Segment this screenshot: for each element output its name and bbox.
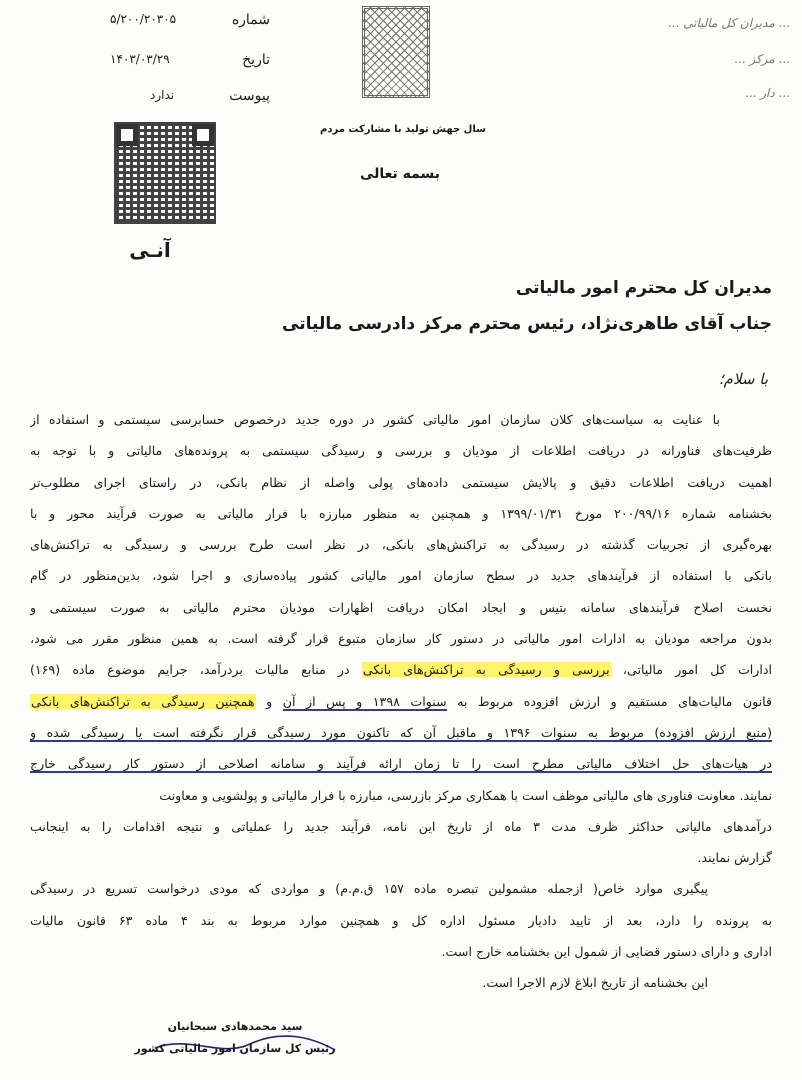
- highlighted-text: همچنین رسیدگی به تراکنش‌های بانکی: [31, 693, 255, 709]
- handwritten-note-1: ... مدیران کل مالیاتی ...: [667, 16, 790, 30]
- body-line: اداری و دارای دستور قضایی از شمول این بخشنامه خارج است.: [441, 944, 772, 960]
- handwritten-note-2: ... مرکز ...: [734, 52, 790, 66]
- body-line: بدون مراجعه مودیان به ادارات امور مالیاتی در دستور کار سازمان متبوع قرار گرفته است. به همین منظور مقرر می شود،: [30, 631, 772, 647]
- body-line: [30, 686, 772, 717]
- body-line: گزارش نمایند.: [697, 850, 772, 866]
- underlined-text: سنوات ۱۳۹۸ و پس از آن: [282, 693, 447, 709]
- body-line: بانکی با استفاده از فرآیندهای جدید در سطح سازمان امور مالیاتی کشور پیاده‌سازی و اجرا شود، بدین‌منظور در گام: [30, 568, 772, 584]
- basmala: بسمه تعالی: [359, 166, 441, 182]
- body-line: درآمدهای مالیاتی حداکثر ظرف مدت ۳ ماه از تاریخ این نامه، فرآیند جدید را عملیاتی و نتیجه اقدامات را به اینجانب: [30, 818, 772, 834]
- attachment-value: ندارد: [150, 88, 175, 102]
- recipient-line: جناب آقای طاهری‌نژاد، رئیس محترم مرکز دادرسی مالیاتی: [282, 314, 772, 334]
- signatory-title: رئیس کل سازمان امور مالیاتی کشور: [134, 1042, 336, 1055]
- organization-logo-icon: [362, 6, 430, 98]
- letter-body: [30, 404, 772, 999]
- body-text: و: [255, 693, 283, 709]
- underlined-text: در هیات‌های حل اختلاف مالیاتی مطرح است را تا زمان ارائه فرآیند و سامانه اصلاحی از دستور کار رسیدگی خارج: [30, 756, 772, 772]
- body-line: [30, 748, 772, 779]
- greeting: با سلام؛: [718, 370, 768, 388]
- body-line: [30, 717, 772, 748]
- recipient-line: مدیران کل محترم امور مالیاتی: [515, 278, 772, 298]
- number-label: شماره: [231, 12, 270, 28]
- body-line: با عنایت به سیاست‌های کلان سازمان امور مالیاتی کشور در دوره جدید درخصوص حسابرسی سیستمی و استفاده از: [30, 412, 720, 427]
- highlighted-text: بررسی و رسیدگی به تراکنش‌های بانکی: [362, 662, 610, 678]
- signatory-name: سید محمدهادی سبحانیان: [167, 1020, 303, 1033]
- qr-code-icon: [116, 124, 214, 222]
- year-slogan: سال جهش تولید با مشارکت مردم: [320, 124, 486, 135]
- underlined-text: (منبع ارزش افزوده) مربوط به سنوات ۱۳۹۶ و ماقبل آن که تاکنون مورد رسیدگی قرار نگرفته است یا رسیدگی شده و: [30, 724, 772, 740]
- body-text: ادارات کل امور مالیاتی،: [610, 662, 772, 678]
- number-value: ۵/۲۰۰/۲۰۳۰۵: [110, 12, 177, 26]
- urgency-label: آنـی: [129, 238, 171, 262]
- date-value: ۱۴۰۳/۰۳/۲۹: [110, 52, 170, 66]
- body-line: پیگیری موارد خاص( ازجمله مشمولین تبصره ماده ۱۵۷ ق.م.م) و مواردی که مودی درخواست تسریع در رسیدگی: [30, 881, 708, 897]
- body-line: نمایند. معاونت فناوری های مالیاتی موظف است با همکاری مرکز بازرسی، مبارزه با فرار مالیاتی و پولشویی و معاونت: [159, 787, 772, 803]
- body-line: به پرونده را دارد، بعد از تایید دادیار مسئول اداره کل و همچنین موارد مربوط به بند ۴ ماده ۶۳ قانون مالیات: [30, 912, 772, 928]
- body-line: بخشنامه شماره ۲۰۰/۹۹/۱۶ مورخ ۱۳۹۹/۰۱/۳۱ و همچنین به منظور مبارزه با فرار مالیاتی به صورت فرآیند محور و با: [30, 505, 772, 521]
- date-label: تاریخ: [242, 52, 270, 68]
- body-line: نخست اصلاح فرآیندهای سامانه بتیس و ایجاد امکان دریافت اظهارات مودیان محترم مالیاتی به صورت سیستمی و: [30, 599, 772, 615]
- body-text: قانون مالیات‌های مستقیم و ارزش افزوده مربوط به: [446, 693, 772, 709]
- body-text: در منابع مالیات بردرآمد، جرایم موضوع ماده (۱۶۹): [30, 662, 362, 678]
- handwritten-note-3: ... دار ...: [745, 86, 790, 100]
- body-line: اهمیت دریافت اطلاعات دقیق و پالایش سیستمی داده‌های پولی واصله از نظام بانکی، در راستای اجرای مطلوب‌تر: [30, 474, 772, 490]
- body-line: ظرفیت‌های فناورانه در دریافت اطلاعات از مودیان و بررسی و رسیدگی سیستمی به پرونده‌های مالیاتی و با توجه به: [30, 443, 772, 459]
- attachment-label: پیوست: [229, 88, 270, 104]
- body-line: [30, 654, 772, 685]
- body-line: بهره‌گیری از تجربیات گذشته در رسیدگی به تراکنش‌های بانکی، در نظر است طرح بررسی و رسیدگی به تراکنش‌های: [30, 537, 772, 553]
- body-line: این بخشنامه از تاریخ ابلاغ لازم الاجرا است.: [482, 975, 708, 991]
